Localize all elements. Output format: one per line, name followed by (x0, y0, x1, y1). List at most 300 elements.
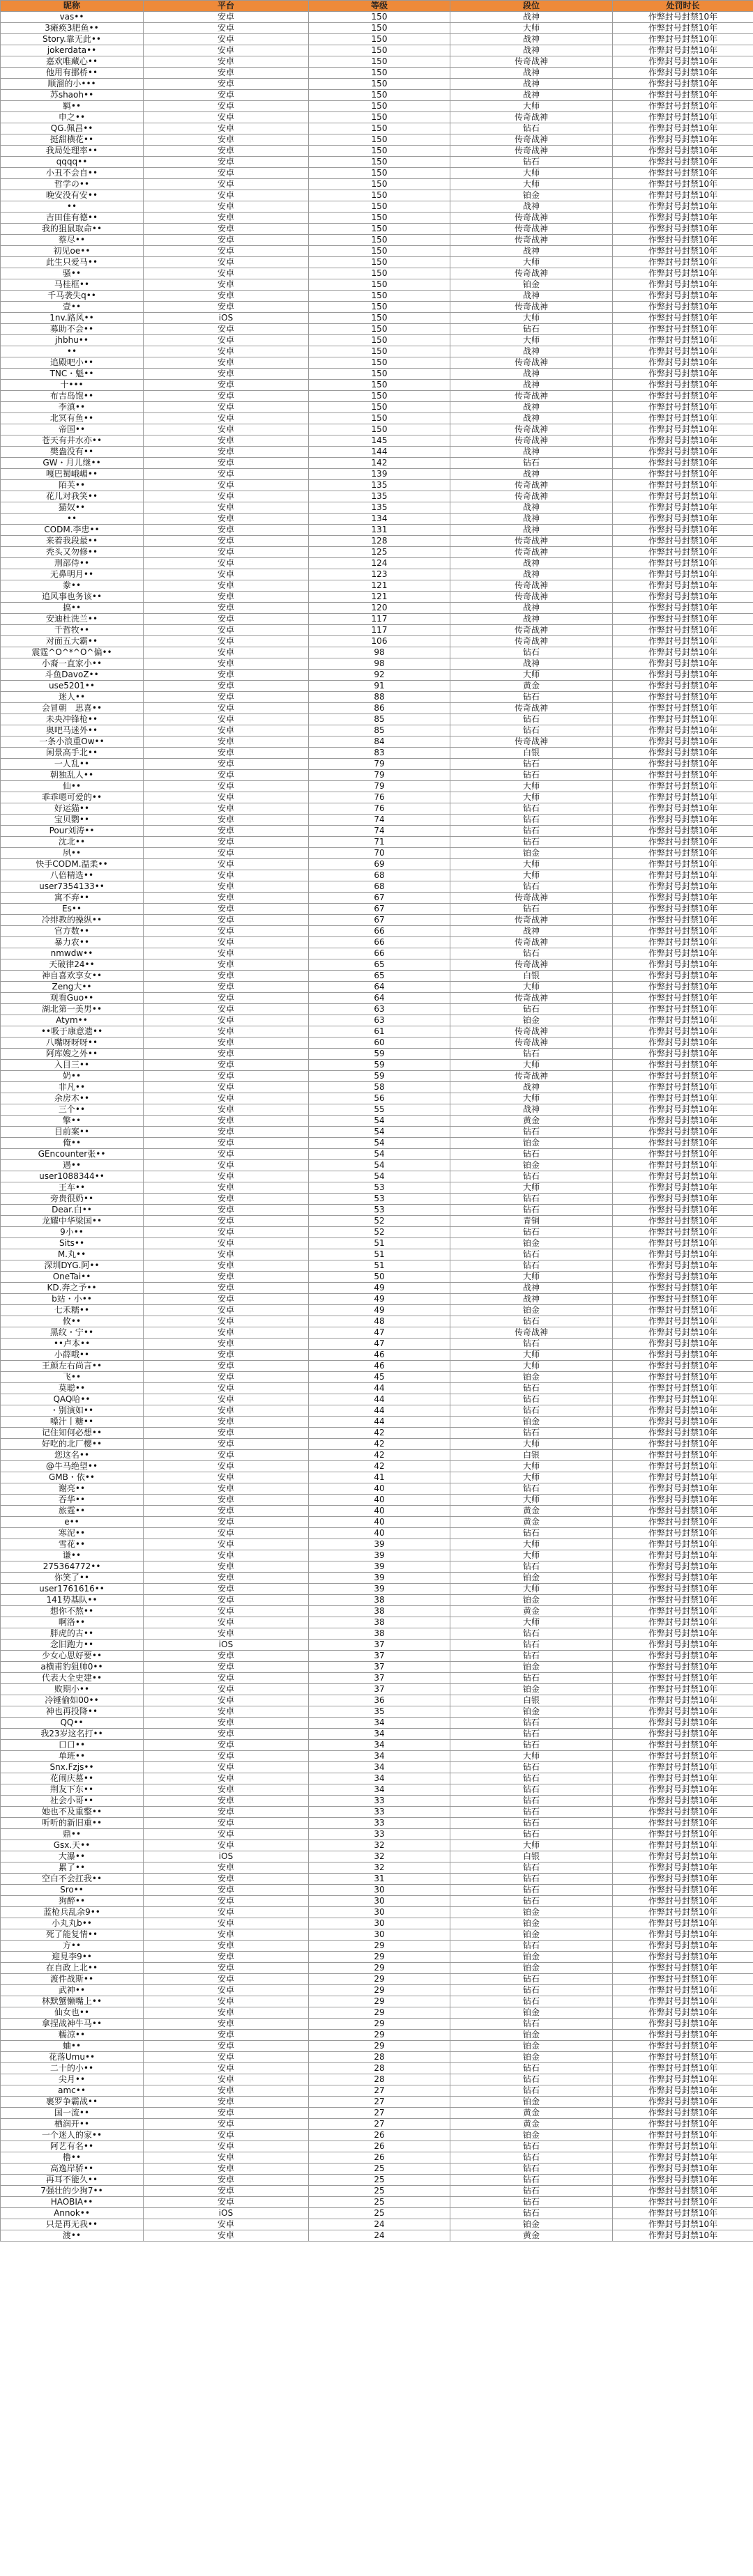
cell-penalty: 作弊封号封禁10年 (613, 1015, 753, 1026)
cell-nickname: 千马袭失q•• (1, 291, 144, 302)
cell-platform: 安卓 (144, 1617, 309, 1628)
cell-nickname: 顺溜的小••• (1, 79, 144, 90)
cell-platform: 安卓 (144, 982, 309, 993)
table-row (1, 1907, 753, 1918)
cell-rank: 钻石 (450, 1773, 613, 1784)
cell-nickname: user1088344•• (1, 1171, 144, 1182)
cell-platform: 安卓 (144, 1784, 309, 1796)
table-row (1, 1405, 753, 1417)
table-row (1, 1194, 753, 1205)
cell-platform: 安卓 (144, 2019, 309, 2030)
cell-rank: 传奇战神 (450, 435, 613, 447)
cell-rank: 战神 (450, 614, 613, 625)
table-row (1, 1472, 753, 1483)
cell-rank: 铂金 (450, 848, 613, 859)
header-rank: 段位 (450, 1, 613, 12)
cell-penalty: 作弊封号封禁10年 (613, 1495, 753, 1506)
cell-nickname: vas•• (1, 12, 144, 23)
table-row (1, 2007, 753, 2019)
cell-platform: 安卓 (144, 1316, 309, 1327)
cell-level: 150 (309, 380, 450, 391)
table-row (1, 647, 753, 658)
cell-platform: 安卓 (144, 1896, 309, 1907)
cell-penalty: 作弊封号封禁10年 (613, 1751, 753, 1762)
cell-rank: 大师 (450, 1584, 613, 1595)
header-row (1, 1, 753, 12)
cell-penalty: 作弊封号封禁10年 (613, 2208, 753, 2219)
table-row (1, 235, 753, 246)
table-row (1, 759, 753, 770)
cell-penalty: 作弊封号封禁10年 (613, 1450, 753, 1461)
table-row (1, 1171, 753, 1182)
cell-penalty: 作弊封号封禁10年 (613, 2074, 753, 2085)
cell-rank: 钻石 (450, 1818, 613, 1829)
cell-penalty: 作弊封号封禁10年 (613, 1372, 753, 1383)
cell-nickname: nmwdw•• (1, 948, 144, 959)
cell-nickname: 仙•• (1, 781, 144, 792)
cell-rank: 传奇战神 (450, 993, 613, 1004)
cell-rank: 大师 (450, 168, 613, 179)
cell-level: 79 (309, 781, 450, 792)
table-row (1, 90, 753, 101)
table-row (1, 592, 753, 603)
cell-platform: 安卓 (144, 2074, 309, 2085)
table-row (1, 1038, 753, 1049)
cell-rank: 铂金 (450, 2219, 613, 2230)
cell-penalty: 作弊封号封禁10年 (613, 291, 753, 302)
cell-level: 54 (309, 1127, 450, 1138)
cell-level: 53 (309, 1182, 450, 1194)
cell-nickname: HAOBIA•• (1, 2197, 144, 2208)
cell-level: 40 (309, 1506, 450, 1517)
table-row (1, 1417, 753, 1428)
cell-platform: 安卓 (144, 2097, 309, 2108)
cell-nickname: 迷人•• (1, 692, 144, 703)
cell-level: 150 (309, 23, 450, 34)
cell-nickname: 谢亮•• (1, 1483, 144, 1495)
table-row (1, 1762, 753, 1773)
cell-platform: 安卓 (144, 1149, 309, 1160)
cell-rank: 大师 (450, 781, 613, 792)
table-row (1, 1561, 753, 1573)
cell-level: 150 (309, 68, 450, 79)
cell-penalty: 作弊封号封禁10年 (613, 224, 753, 235)
cell-penalty: 作弊封号封禁10年 (613, 1194, 753, 1205)
cell-platform: 安卓 (144, 959, 309, 971)
cell-penalty: 作弊封号封禁10年 (613, 1929, 753, 1941)
cell-penalty: 作弊封号封禁10年 (613, 2219, 753, 2230)
cell-level: 68 (309, 870, 450, 881)
table-row (1, 1071, 753, 1082)
cell-level: 33 (309, 1796, 450, 1807)
cell-platform: 安卓 (144, 1550, 309, 1561)
table-row (1, 123, 753, 134)
table-row (1, 1673, 753, 1684)
cell-level: 61 (309, 1026, 450, 1038)
cell-nickname: 裹罗争霸战•• (1, 2097, 144, 2108)
cell-nickname: GMB・依•• (1, 1472, 144, 1483)
table-row (1, 2041, 753, 2052)
cell-nickname: 大瀑•• (1, 1851, 144, 1862)
cell-nickname: 谦•• (1, 1550, 144, 1561)
cell-level: 33 (309, 1829, 450, 1840)
cell-level: 135 (309, 480, 450, 491)
table-row (1, 1160, 753, 1171)
cell-level: 55 (309, 1104, 450, 1116)
cell-nickname: 嘉欢唯藏心•• (1, 56, 144, 68)
table-row (1, 525, 753, 536)
cell-level: 28 (309, 2063, 450, 2074)
cell-rank: 钻石 (450, 1405, 613, 1417)
cell-nickname: 天破律24•• (1, 959, 144, 971)
table-row (1, 1305, 753, 1316)
cell-level: 30 (309, 1885, 450, 1896)
cell-penalty: 作弊封号封禁10年 (613, 424, 753, 435)
table-row (1, 369, 753, 380)
cell-level: 66 (309, 948, 450, 959)
cell-rank: 传奇战神 (450, 213, 613, 224)
table-row (1, 870, 753, 881)
table-row (1, 1740, 753, 1751)
cell-penalty: 作弊封号封禁10年 (613, 134, 753, 146)
cell-nickname: 初见oe•• (1, 246, 144, 257)
cell-penalty: 作弊封号封禁10年 (613, 157, 753, 168)
cell-level: 59 (309, 1060, 450, 1071)
cell-rank: 钻石 (450, 1874, 613, 1885)
cell-penalty: 作弊封号封禁10年 (613, 1662, 753, 1673)
cell-rank: 钻石 (450, 2186, 613, 2197)
table-row (1, 1517, 753, 1528)
cell-platform: 安卓 (144, 536, 309, 547)
cell-penalty: 作弊封号封禁10年 (613, 781, 753, 792)
cell-rank: 钻石 (450, 1260, 613, 1272)
cell-nickname: 苍天有井水亦•• (1, 435, 144, 447)
cell-nickname: 猫奴•• (1, 502, 144, 514)
cell-level: 27 (309, 2097, 450, 2108)
table-row (1, 1294, 753, 1305)
cell-platform: 安卓 (144, 335, 309, 346)
table-row (1, 1104, 753, 1116)
cell-platform: 安卓 (144, 681, 309, 692)
cell-rank: 大师 (450, 257, 613, 268)
cell-level: 67 (309, 893, 450, 904)
cell-rank: 战神 (450, 201, 613, 213)
cell-nickname: 高逸岸骄•• (1, 2164, 144, 2175)
cell-level: 150 (309, 134, 450, 146)
cell-platform: 安卓 (144, 870, 309, 881)
cell-level: 39 (309, 1539, 450, 1550)
cell-nickname: 遇•• (1, 1160, 144, 1171)
cell-nickname: 小裔一直家小•• (1, 658, 144, 670)
cell-penalty: 作弊封号封禁10年 (613, 1238, 753, 1249)
cell-platform: 安卓 (144, 302, 309, 313)
cell-rank: 大师 (450, 1539, 613, 1550)
cell-level: 150 (309, 179, 450, 190)
cell-penalty: 作弊封号封禁10年 (613, 357, 753, 369)
cell-platform: 安卓 (144, 614, 309, 625)
cell-rank: 大师 (450, 1182, 613, 1194)
cell-platform: 安卓 (144, 993, 309, 1004)
cell-level: 29 (309, 2019, 450, 2030)
cell-platform: 安卓 (144, 592, 309, 603)
cell-nickname: 奥吧马迷外•• (1, 725, 144, 736)
cell-rank: 钻石 (450, 1628, 613, 1640)
cell-platform: 安卓 (144, 1194, 309, 1205)
cell-rank: 战神 (450, 79, 613, 90)
cell-penalty: 作弊封号封禁10年 (613, 68, 753, 79)
cell-penalty: 作弊封号封禁10年 (613, 56, 753, 68)
cell-platform: 安卓 (144, 190, 309, 201)
cell-nickname: amc•• (1, 2085, 144, 2097)
cell-platform: 安卓 (144, 1874, 309, 1885)
table-row (1, 915, 753, 926)
cell-rank: 大师 (450, 1060, 613, 1071)
cell-penalty: 作弊封号封禁10年 (613, 759, 753, 770)
cell-platform: 安卓 (144, 792, 309, 803)
cell-rank: 战神 (450, 502, 613, 514)
cell-penalty: 作弊封号封禁10年 (613, 1104, 753, 1116)
table-row (1, 547, 753, 558)
table-row (1, 68, 753, 79)
cell-penalty: 作弊封号封禁10年 (613, 235, 753, 246)
cell-rank: 铂金 (450, 1929, 613, 1941)
cell-penalty: 作弊封号封禁10年 (613, 23, 753, 34)
cell-platform: 安卓 (144, 1461, 309, 1472)
table-row (1, 346, 753, 357)
cell-penalty: 作弊封号封禁10年 (613, 848, 753, 859)
cell-nickname: QQ•• (1, 1718, 144, 1729)
table-row (1, 2219, 753, 2230)
table-row (1, 603, 753, 614)
cell-level: 38 (309, 1617, 450, 1628)
cell-nickname: 橹•• (1, 2152, 144, 2164)
cell-level: 74 (309, 815, 450, 826)
cell-level: 26 (309, 2152, 450, 2164)
cell-nickname: 刑部侍•• (1, 558, 144, 569)
cell-penalty: 作弊封号封禁10年 (613, 569, 753, 580)
cell-penalty: 作弊封号封禁10年 (613, 859, 753, 870)
cell-platform: 安卓 (144, 2041, 309, 2052)
cell-level: 52 (309, 1227, 450, 1238)
cell-platform: 安卓 (144, 1929, 309, 1941)
cell-platform: 安卓 (144, 881, 309, 893)
cell-platform: 安卓 (144, 803, 309, 815)
table-row (1, 1049, 753, 1060)
cell-platform: 安卓 (144, 826, 309, 837)
cell-nickname: 口口•• (1, 1740, 144, 1751)
table-row (1, 502, 753, 514)
cell-nickname: 空白不会扛我•• (1, 1874, 144, 1885)
cell-nickname: 寓不弃•• (1, 893, 144, 904)
cell-nickname: 二十的小•• (1, 2063, 144, 2074)
cell-nickname: OneTai•• (1, 1272, 144, 1283)
cell-level: 39 (309, 1561, 450, 1573)
table-row (1, 826, 753, 837)
cell-level: 84 (309, 736, 450, 748)
cell-penalty: 作弊封号封禁10年 (613, 1417, 753, 1428)
cell-platform: 安卓 (144, 1561, 309, 1573)
cell-platform: 安卓 (144, 2052, 309, 2063)
cell-nickname: 只是再无我•• (1, 2219, 144, 2230)
cell-level: 24 (309, 2219, 450, 2230)
cell-penalty: 作弊封号封禁10年 (613, 803, 753, 815)
cell-rank: 钻石 (450, 1941, 613, 1952)
cell-platform: 安卓 (144, 1327, 309, 1339)
cell-rank: 钻石 (450, 1528, 613, 1539)
cell-nickname: 雪花•• (1, 1539, 144, 1550)
table-row (1, 491, 753, 502)
cell-penalty: 作弊封号封禁10年 (613, 1896, 753, 1907)
cell-platform: 安卓 (144, 168, 309, 179)
cell-penalty: 作弊封号封禁10年 (613, 971, 753, 982)
table-row (1, 2063, 753, 2074)
cell-platform: 安卓 (144, 1216, 309, 1227)
cell-penalty: 作弊封号封禁10年 (613, 1796, 753, 1807)
cell-penalty: 作弊封号封禁10年 (613, 1082, 753, 1093)
table-row (1, 391, 753, 402)
cell-nickname: 栖润开•• (1, 2119, 144, 2130)
cell-rank: 钻石 (450, 1762, 613, 1773)
cell-penalty: 作弊封号封禁10年 (613, 915, 753, 926)
cell-nickname: CODM.李忠•• (1, 525, 144, 536)
cell-platform: 安卓 (144, 402, 309, 413)
cell-rank: 钻石 (450, 904, 613, 915)
table-row (1, 190, 753, 201)
cell-penalty: 作弊封号封禁10年 (613, 1561, 753, 1573)
cell-platform: 安卓 (144, 1606, 309, 1617)
cell-platform: 安卓 (144, 480, 309, 491)
cell-rank: 传奇战神 (450, 56, 613, 68)
cell-level: 44 (309, 1405, 450, 1417)
cell-nickname: 吞华•• (1, 1495, 144, 1506)
cell-level: 29 (309, 2030, 450, 2041)
table-body (1, 12, 753, 2242)
table-row (1, 1628, 753, 1640)
cell-platform: 安卓 (144, 1394, 309, 1405)
table-row (1, 971, 753, 982)
cell-platform: 安卓 (144, 1015, 309, 1026)
cell-penalty: 作弊封号封禁10年 (613, 458, 753, 469)
cell-nickname: 深圳DYG.阿•• (1, 1260, 144, 1272)
cell-nickname: 胖虎的古•• (1, 1628, 144, 1640)
cell-level: 29 (309, 1985, 450, 1996)
cell-rank: 铂金 (450, 2007, 613, 2019)
table-row (1, 1372, 753, 1383)
cell-level: 150 (309, 201, 450, 213)
cell-penalty: 作弊封号封禁10年 (613, 647, 753, 658)
cell-penalty: 作弊封号封禁10年 (613, 558, 753, 569)
cell-nickname: 朝独乱人•• (1, 770, 144, 781)
cell-rank: 传奇战神 (450, 547, 613, 558)
cell-level: 150 (309, 313, 450, 324)
cell-level: 150 (309, 257, 450, 268)
cell-nickname: 乖乖嗯可爱的•• (1, 792, 144, 803)
cell-penalty: 作弊封号封禁10年 (613, 815, 753, 826)
cell-penalty: 作弊封号封禁10年 (613, 1784, 753, 1796)
cell-level: 31 (309, 1874, 450, 1885)
cell-platform: 安卓 (144, 2108, 309, 2119)
table-row (1, 1829, 753, 1840)
table-row (1, 380, 753, 391)
table-row (1, 1617, 753, 1628)
cell-level: 135 (309, 502, 450, 514)
cell-penalty: 作弊封号封禁10年 (613, 1606, 753, 1617)
cell-level: 48 (309, 1316, 450, 1327)
cell-rank: 传奇战神 (450, 580, 613, 592)
cell-level: 150 (309, 235, 450, 246)
cell-nickname: 吉田佳有德•• (1, 213, 144, 224)
cell-penalty: 作弊封号封禁10年 (613, 614, 753, 625)
table-row (1, 1640, 753, 1651)
cell-penalty: 作弊封号封禁10年 (613, 480, 753, 491)
cell-nickname: 会冒朝 思喜•• (1, 703, 144, 714)
table-row (1, 112, 753, 123)
cell-penalty: 作弊封号封禁10年 (613, 1127, 753, 1138)
cell-penalty: 作弊封号封禁10年 (613, 1038, 753, 1049)
cell-nickname: Sits•• (1, 1238, 144, 1249)
cell-platform: 安卓 (144, 547, 309, 558)
cell-platform: 安卓 (144, 2197, 309, 2208)
cell-platform: 安卓 (144, 1038, 309, 1049)
cell-nickname: 花儿对我笑•• (1, 491, 144, 502)
cell-rank: 大师 (450, 1461, 613, 1472)
cell-level: 33 (309, 1818, 450, 1829)
cell-nickname: 累了•• (1, 1862, 144, 1874)
cell-platform: 安卓 (144, 224, 309, 235)
cell-rank: 钻石 (450, 1149, 613, 1160)
cell-rank: 钻石 (450, 1974, 613, 1985)
cell-rank: 钻石 (450, 1227, 613, 1238)
cell-rank: 战神 (450, 68, 613, 79)
cell-rank: 白银 (450, 1450, 613, 1461)
cell-nickname: @牛马绝望•• (1, 1461, 144, 1472)
table-row (1, 79, 753, 90)
cell-rank: 大师 (450, 670, 613, 681)
table-row (1, 1662, 753, 1673)
cell-penalty: 作弊封号封禁10年 (613, 246, 753, 257)
table-row (1, 1862, 753, 1874)
cell-level: 121 (309, 580, 450, 592)
table-row (1, 23, 753, 34)
cell-rank: 传奇战神 (450, 1038, 613, 1049)
cell-penalty: 作弊封号封禁10年 (613, 1628, 753, 1640)
cell-platform: 安卓 (144, 837, 309, 848)
cell-rank: 黄金 (450, 2119, 613, 2130)
cell-level: 150 (309, 291, 450, 302)
cell-nickname: 申之•• (1, 112, 144, 123)
table-row (1, 1483, 753, 1495)
cell-rank: 铂金 (450, 1963, 613, 1974)
cell-level: 29 (309, 1963, 450, 1974)
table-row (1, 12, 753, 23)
table-row (1, 725, 753, 736)
cell-rank: 传奇战神 (450, 146, 613, 157)
table-row (1, 1550, 753, 1561)
cell-penalty: 作弊封号封禁10年 (613, 2152, 753, 2164)
cell-nickname: GW・月儿继•• (1, 458, 144, 469)
cell-penalty: 作弊封号封禁10年 (613, 1673, 753, 1684)
cell-platform: 安卓 (144, 636, 309, 647)
cell-nickname: 神自喜欢享女•• (1, 971, 144, 982)
cell-level: 79 (309, 759, 450, 770)
table-row (1, 1327, 753, 1339)
cell-nickname: 鼎•• (1, 1829, 144, 1840)
table-row (1, 937, 753, 948)
cell-platform: 安卓 (144, 603, 309, 614)
cell-rank: 大师 (450, 313, 613, 324)
table-row (1, 703, 753, 714)
cell-rank: 传奇战神 (450, 893, 613, 904)
